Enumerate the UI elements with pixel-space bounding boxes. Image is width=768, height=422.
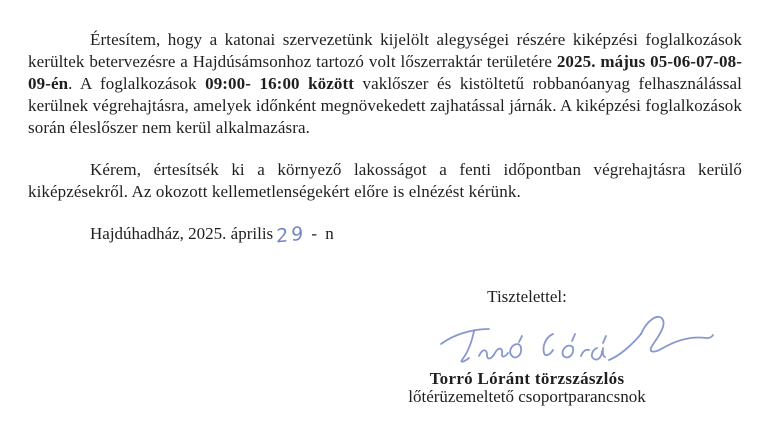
text-run: vaklőszer és kistöltetű robbanóanyag felhasználással kerülnek végrehajtásra, amelyek időnként megnövekedett zajhatással járnák. A kiképzési foglalkozások során éleslőszer nem kerül alkalmazásra. (28, 74, 743, 137)
salutation: Tisztelettel: (487, 287, 567, 306)
body-paragraph-1 (28, 29, 742, 139)
date-line (90, 222, 336, 248)
text-run: Értesítem, hogy a katonai szervezetünk kijelölt alegységei részére kiképzési foglalkozások kerültek betervezésre a Hajdúsámsonhoz tartozó volt lőszerraktár területére (28, 30, 742, 71)
signature-stroke-t-bar (441, 329, 489, 344)
signature-stroke-L (543, 334, 553, 355)
signature-stroke-o-loop (510, 336, 522, 357)
signer-name: Torró Lóránt törzszászlós (429, 369, 625, 388)
date-prefix: Hajdúhadház, 2025. április (90, 224, 274, 243)
signature-stroke-o2 (563, 334, 575, 357)
date-suffix: - n (311, 224, 336, 243)
handwritten-day: 29 (276, 222, 307, 248)
signature-stroke-t-stem (461, 331, 474, 362)
signature-handwriting (425, 312, 715, 372)
signature-stroke-r2 (581, 350, 589, 356)
signature-stroke-flourish (641, 317, 713, 352)
text-run-bold-time: 09:00- 16:00 között (205, 74, 355, 93)
signature-stroke-connector (609, 334, 641, 360)
text-run-bold-date: 2025. május 05-06-07-08-09-én (28, 52, 742, 93)
signer-title: lőtérüzemeltető csoportparancsnok (408, 387, 646, 406)
signature-stroke-small-letters (479, 349, 508, 359)
text-run: . A foglalkozások (68, 74, 206, 93)
signature-stroke-a2 (592, 336, 606, 360)
body-paragraph-2: Kérem, értesítsék ki a környező lakosságot a fenti időpontban végrehajtásra kerülő kiképzésekről. Az okozott kellemetlenségekért előre is elnézést kérünk. (28, 160, 742, 201)
